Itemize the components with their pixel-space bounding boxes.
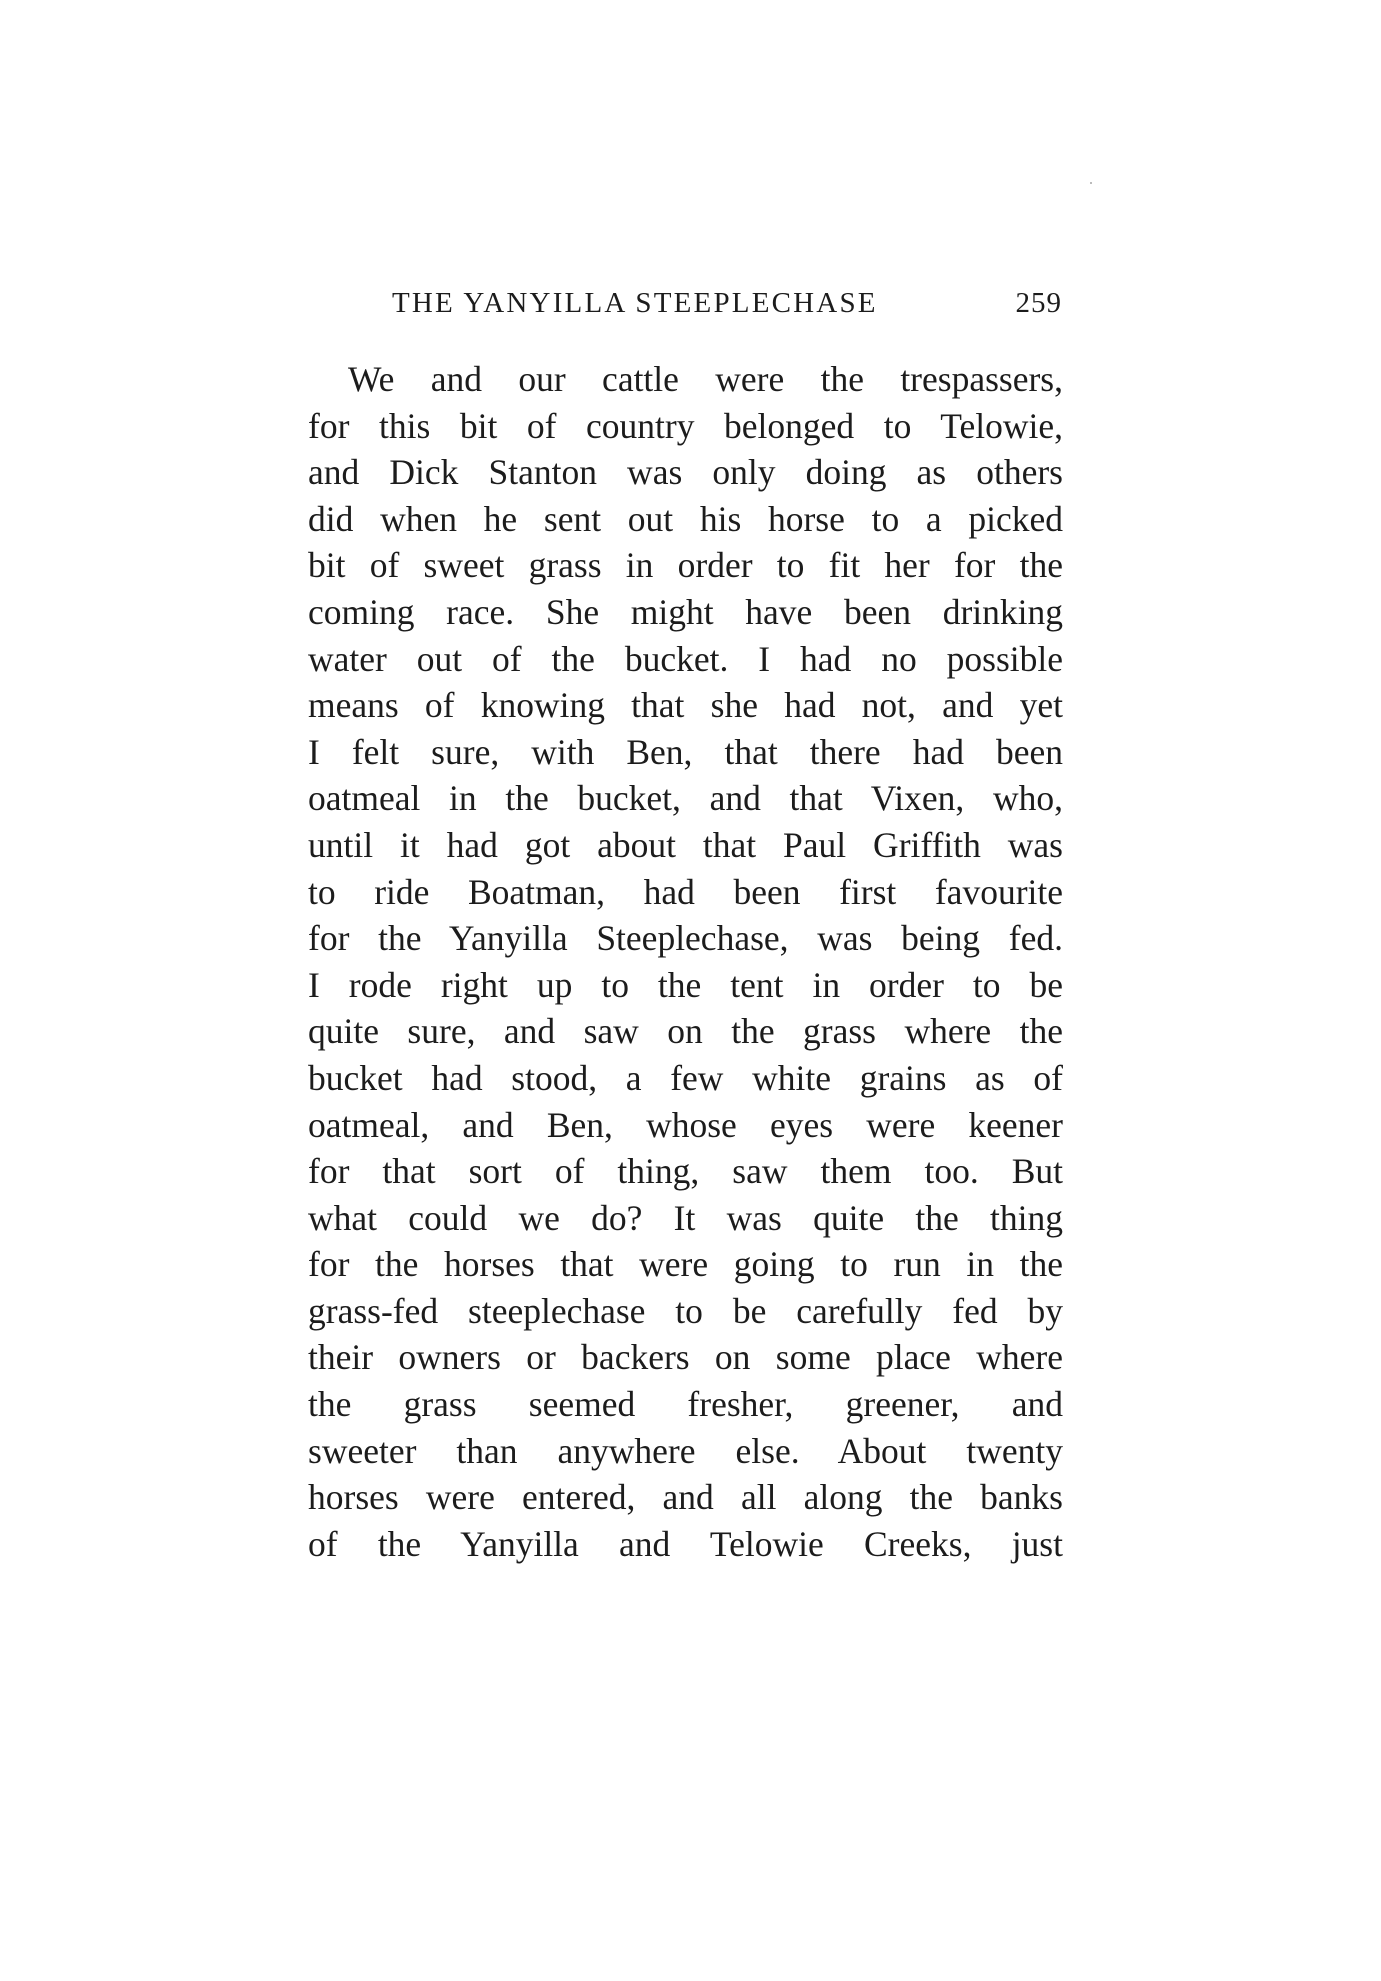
text-line: grass-fed steeplechase to be carefully fed by — [308, 1290, 1063, 1331]
text-line: until it had got about that Paul Griffith was — [308, 824, 1063, 865]
page-number: 259 — [1015, 287, 1062, 319]
paper-speck — [1090, 182, 1092, 184]
text-line: I felt sure, with Ben, that there had been — [308, 731, 1063, 772]
text-line: to ride Boatman, had been first favourite — [308, 871, 1063, 912]
text-line: means of knowing that she had not, and yet — [308, 685, 1063, 726]
text-line: I rode right up to the tent in order to be — [308, 964, 1063, 1005]
text-line: for the Yanyilla Steeplechase, was being fed. — [308, 918, 1063, 959]
text-line: of the Yanyilla and Telowie Creeks, just — [308, 1523, 1063, 1564]
text-line: for that sort of thing, saw them too. But — [308, 1151, 1063, 1192]
text-line: sweeter than anywhere else. About twenty — [308, 1430, 1063, 1471]
text-line: their owners or backers on some place where — [308, 1337, 1063, 1378]
text-line: bit of sweet grass in order to fit her for the — [308, 545, 1063, 586]
text-line: We and our cattle were the trespassers, — [348, 359, 1063, 399]
text-line: quite sure, and saw on the grass where the — [308, 1011, 1063, 1052]
text-line: horses were entered, and all along the banks — [308, 1477, 1063, 1518]
text-line: coming race. She might have been drinking — [308, 591, 1063, 632]
text-line: for this bit of country belonged to Telowie, — [308, 405, 1063, 446]
text-line: what could we do? It was quite the thing — [308, 1197, 1063, 1238]
running-title: THE YANYILLA STEEPLECHASE — [392, 287, 878, 319]
text-line: the grass seemed fresher, greener, and — [308, 1384, 1063, 1425]
text-line: water out of the bucket. I had no possible — [308, 638, 1063, 679]
text-line: and Dick Stanton was only doing as others — [308, 452, 1063, 493]
text-line: bucket had stood, a few white grains as of — [308, 1057, 1063, 1098]
body-text — [308, 356, 1063, 1567]
text-line: oatmeal, and Ben, whose eyes were keener — [308, 1104, 1063, 1145]
text-line: for the horses that were going to run in the — [308, 1244, 1063, 1285]
text-line: oatmeal in the bucket, and that Vixen, who, — [308, 778, 1063, 819]
running-head — [392, 281, 1062, 325]
text-line: did when he sent out his horse to a picked — [308, 498, 1063, 539]
